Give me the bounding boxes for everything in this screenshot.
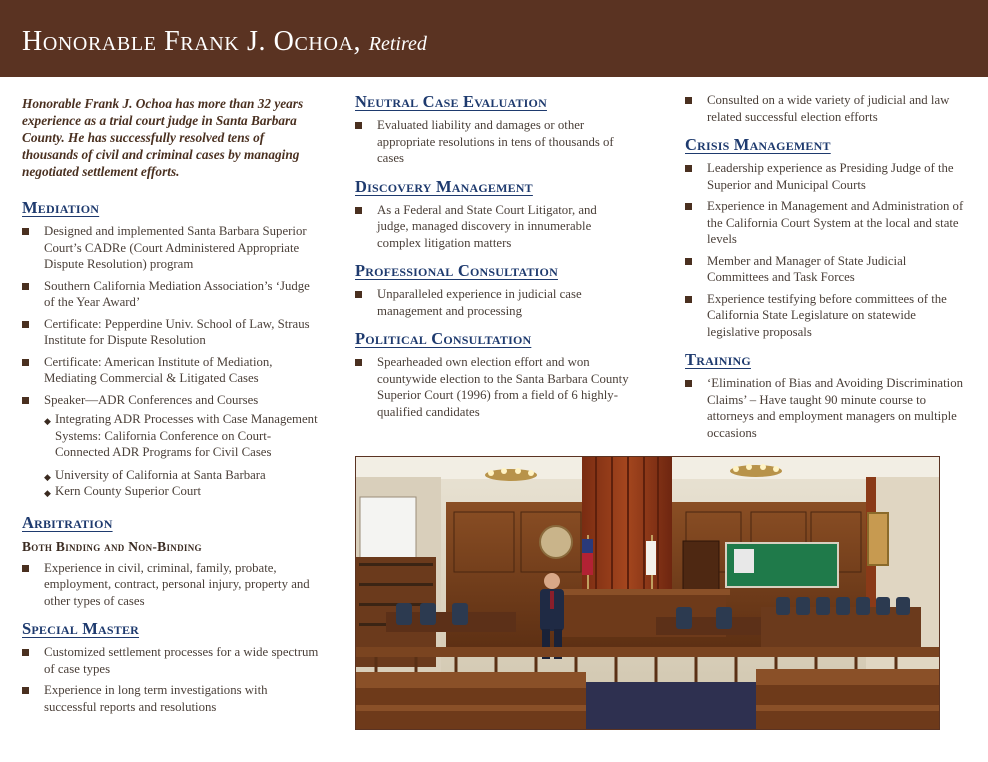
section-title-crisis-management: Crisis Management	[685, 135, 831, 154]
item-text: Leadership experience as Presiding Judge of the Superior and Municipal Courts	[707, 161, 954, 192]
judge-name: Honorable Frank J. Ochoa	[22, 26, 354, 57]
neutral-list	[355, 117, 630, 167]
item-text: Certificate: Pepperdine Univ. School of Law, Straus Institute for Dispute Resolution	[44, 316, 310, 347]
item-text: Experience in long term investigations with successful reports and resolutions	[44, 683, 268, 714]
courtroom-photo	[355, 456, 940, 730]
square-bullet-icon	[685, 380, 692, 387]
diamond-bullet-icon: ◆	[44, 416, 51, 426]
section-title-professional-consultation: Professional Consultation	[355, 261, 558, 280]
item-text: Integrating ADR Processes with Case Management Systems: California Conference on Court-Connected ADR Programs for Civil Cases	[55, 412, 318, 459]
square-bullet-icon	[22, 397, 29, 404]
list-item	[355, 354, 630, 420]
list-item	[355, 286, 630, 319]
square-bullet-icon	[685, 97, 692, 104]
item-text: Member and Manager of State Judicial Committees and Task Forces	[707, 253, 907, 284]
column-right	[685, 92, 970, 441]
list-item	[355, 202, 630, 252]
professional-list	[355, 286, 630, 319]
discovery-list	[355, 202, 630, 252]
square-bullet-icon	[355, 207, 362, 214]
square-bullet-icon	[22, 283, 29, 290]
section-title-political-consultation: Political Consultation	[355, 329, 532, 348]
item-text: Certificate: American Institute of Mediation, Mediating Commercial & Litigated Cases	[44, 354, 273, 385]
political-list	[355, 354, 630, 420]
crisis-list	[685, 160, 970, 340]
training-list	[685, 375, 970, 441]
section-title-arbitration: Arbitration	[22, 512, 113, 532]
list-item	[22, 278, 322, 311]
square-bullet-icon	[22, 359, 29, 366]
arbitration-list	[22, 560, 322, 610]
list-item	[685, 198, 970, 248]
square-bullet-icon	[685, 258, 692, 265]
sublist-item	[44, 483, 322, 500]
square-bullet-icon	[22, 321, 29, 328]
item-text: Spearheaded own election effort and won countywide election to the Santa Barbara County Superior Court (1996) from a field of 6 highly-qualified candidates	[377, 355, 629, 419]
square-bullet-icon	[685, 296, 692, 303]
sublist-item	[44, 411, 322, 461]
item-text: Experience in Management and Administration of the California Court System at the local and state levels	[707, 199, 964, 246]
item-text: Customized settlement processes for a wide spectrum of case types	[44, 645, 319, 676]
mediation-list	[22, 223, 322, 408]
diamond-bullet-icon: ◆	[44, 488, 51, 498]
square-bullet-icon	[22, 687, 29, 694]
list-item	[22, 560, 322, 610]
item-text: Experience testifying before committees of the California State Legislature on statewide legislative proposals	[707, 291, 947, 339]
list-item	[685, 92, 970, 125]
political-list-continued	[685, 92, 970, 125]
square-bullet-icon	[685, 165, 692, 172]
item-text: Consulted on a wide variety of judicial and law related successful election efforts	[707, 93, 950, 124]
diamond-bullet-icon: ◆	[44, 471, 51, 482]
item-text: Designed and implemented Santa Barbara Superior Court’s CADRe (Court Administered Appropriate Dispute Resolution) program	[44, 224, 307, 271]
list-item	[22, 316, 322, 349]
section-title-neutral-case-evaluation: Neutral Case Evaluation	[355, 92, 547, 111]
list-item	[685, 375, 970, 441]
square-bullet-icon	[685, 203, 692, 210]
item-text: Speaker—ADR Conferences and Courses	[44, 392, 259, 407]
list-item	[22, 392, 322, 409]
item-text: As a Federal and State Court Litigator, and judge, managed discovery in innumerable complex litigation matters	[377, 202, 597, 250]
list-item	[22, 354, 322, 387]
list-item	[22, 644, 322, 677]
page-title: Honorable Frank J. Ochoa, Retired	[22, 26, 427, 57]
list-item	[685, 160, 970, 193]
section-title-mediation: Mediation	[22, 198, 100, 217]
list-item	[685, 291, 970, 341]
item-text: ‘Elimination of Bias and Avoiding Discrimination Claims’ – Have taught 90 minute course to attorneys and employment managers on multiple occasions	[707, 376, 964, 440]
item-text: Experience in civil, criminal, family, probate, employment, contract, personal injury, property and other types of cases	[44, 560, 310, 608]
square-bullet-icon	[22, 565, 29, 572]
section-title-discovery-management: Discovery Management	[355, 176, 533, 196]
list-item	[22, 682, 322, 715]
list-item	[355, 117, 630, 167]
square-bullet-icon	[355, 122, 362, 129]
section-title-training: Training	[685, 350, 751, 369]
sublist-item	[44, 467, 322, 484]
intro-paragraph: Honorable Frank J. Ochoa has more than 32 years experience as a trial court judge in Santa Barbara County. He has successfully resolved tens of thousands of civil and criminal cases by managing negotiated settlement efforts.	[22, 96, 304, 179]
arbitration-subtitle: Both Binding and Non-Binding	[22, 538, 202, 554]
item-text: Kern County Superior Court	[55, 484, 202, 498]
section-title-special-master: Special Master	[22, 619, 140, 638]
item-text: Evaluated liability and damages or other appropriate resolutions in tens of thousands of cases	[377, 118, 614, 165]
square-bullet-icon	[22, 649, 29, 656]
square-bullet-icon	[355, 359, 362, 366]
list-item	[685, 253, 970, 286]
square-bullet-icon	[355, 291, 362, 298]
page-header	[0, 0, 988, 77]
column-middle	[355, 92, 630, 420]
square-bullet-icon	[22, 228, 29, 235]
courtroom-illustration	[356, 457, 940, 730]
list-item	[22, 223, 322, 273]
column-left	[22, 92, 322, 715]
item-text: Unparalleled experience in judicial case management and processing	[377, 287, 582, 318]
title-suffix: Retired	[368, 33, 427, 55]
speaker-sublist	[44, 411, 322, 500]
item-text: Southern California Mediation Association’s ‘Judge of the Year Award’	[44, 278, 310, 309]
special-master-list	[22, 644, 322, 715]
item-text: University of California at Santa Barbara	[55, 467, 266, 482]
